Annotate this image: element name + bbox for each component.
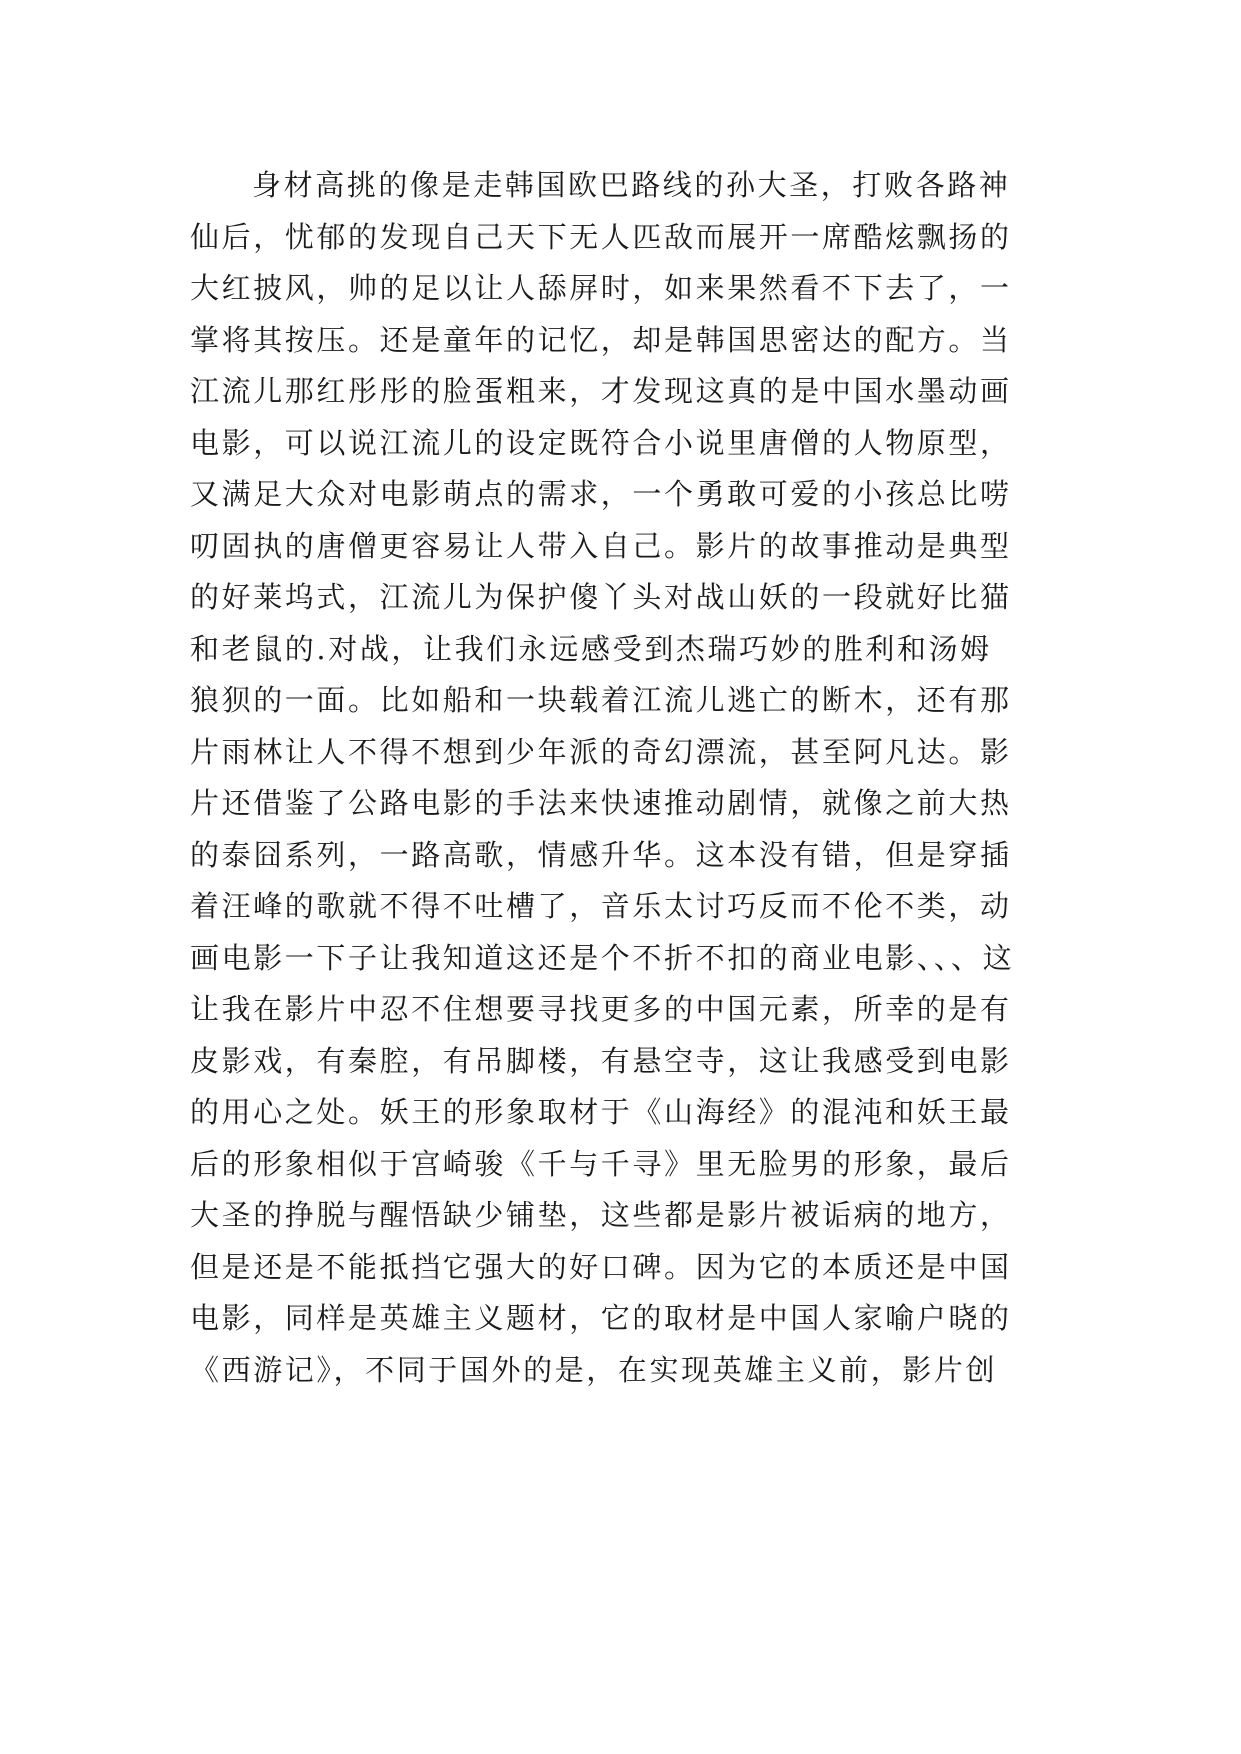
- text-line: 狼狈的一面。比如船和一块载着江流儿逃亡的断木，还有那: [190, 683, 1012, 717]
- text-line: 仙后，忧郁的发现自己天下无人匹敌而展开一席酷炫飘扬的: [190, 219, 1012, 254]
- text-line: 江流儿那红彤彤的脸蛋粗来，才发现这真的是中国水墨动画: [190, 374, 1012, 408]
- text-line: 《西游记》，不同于国外的是，在实现英雄主义前，影片创: [190, 1352, 998, 1387]
- text-line: 的用心之处。妖王的形象取材于《山海经》的混沌和妖王最: [190, 1095, 1012, 1129]
- text-line: 叨固执的唐僧更容易让人带入自己。影片的故事推动是典型: [190, 528, 1012, 563]
- text-line: 片还借鉴了公路电影的手法来快速推动剧情，就像之前大热: [190, 786, 1012, 820]
- text-line: 皮影戏，有秦腔，有吊脚楼，有悬空寺，这让我感受到电影: [190, 1043, 1012, 1078]
- text-line: 的好莱坞式，江流儿为保护傻丫头对战山妖的一段就好比猫: [190, 580, 1012, 614]
- text-line: 和老鼠的.对战，让我们永远感受到杰瑞巧妙的胜利和汤姆: [190, 631, 992, 666]
- text-line: 片雨林让人不得不想到少年派的奇幻漂流，甚至阿凡达。影: [190, 734, 1012, 769]
- text-line: 的泰囧系列，一路高歌，情感升华。这本没有错，但是穿插: [190, 837, 1012, 872]
- text-line: 电影，同样是英雄主义题材，它的取材是中国人家喻户晓的: [190, 1301, 1012, 1335]
- text-line: 大圣的挣脱与醒悟缺少铺垫，这些都是影片被诟病的地方，: [190, 1198, 1012, 1232]
- text-line: 着汪峰的歌就不得不吐槽了，音乐太讨巧反而不伦不类，动: [190, 889, 1012, 923]
- text-line: 掌将其按压。还是童年的记忆，却是韩国思密达的配方。当: [190, 322, 1012, 357]
- text-line: 让我在影片中忍不住想要寻找更多的中国元素，所幸的是有: [190, 992, 1012, 1026]
- body-paragraph: [190, 160, 1060, 1396]
- text-line: 又满足大众对电影萌点的需求，一个勇敢可爱的小孩总比唠: [190, 477, 1012, 511]
- text-line: 身材高挑的像是走韩国欧巴路线的孙大圣，打败各路神: [252, 168, 1011, 202]
- text-line: 画电影一下子让我知道这还是个不折不扣的商业电影、、、这: [190, 940, 1015, 975]
- text-line: 电影，可以说江流儿的设定既符合小说里唐僧的人物原型，: [190, 425, 1012, 460]
- text-line: 大红披风，帅的足以让人舔屏时，如来果然看不下去了，一: [190, 271, 1012, 305]
- text-line: 但是还是不能抵挡它强大的好口碑。因为它的本质还是中国: [190, 1249, 1012, 1284]
- text-line: 后的形象相似于宫崎骏《千与千寻》里无脸男的形象，最后: [190, 1146, 1012, 1181]
